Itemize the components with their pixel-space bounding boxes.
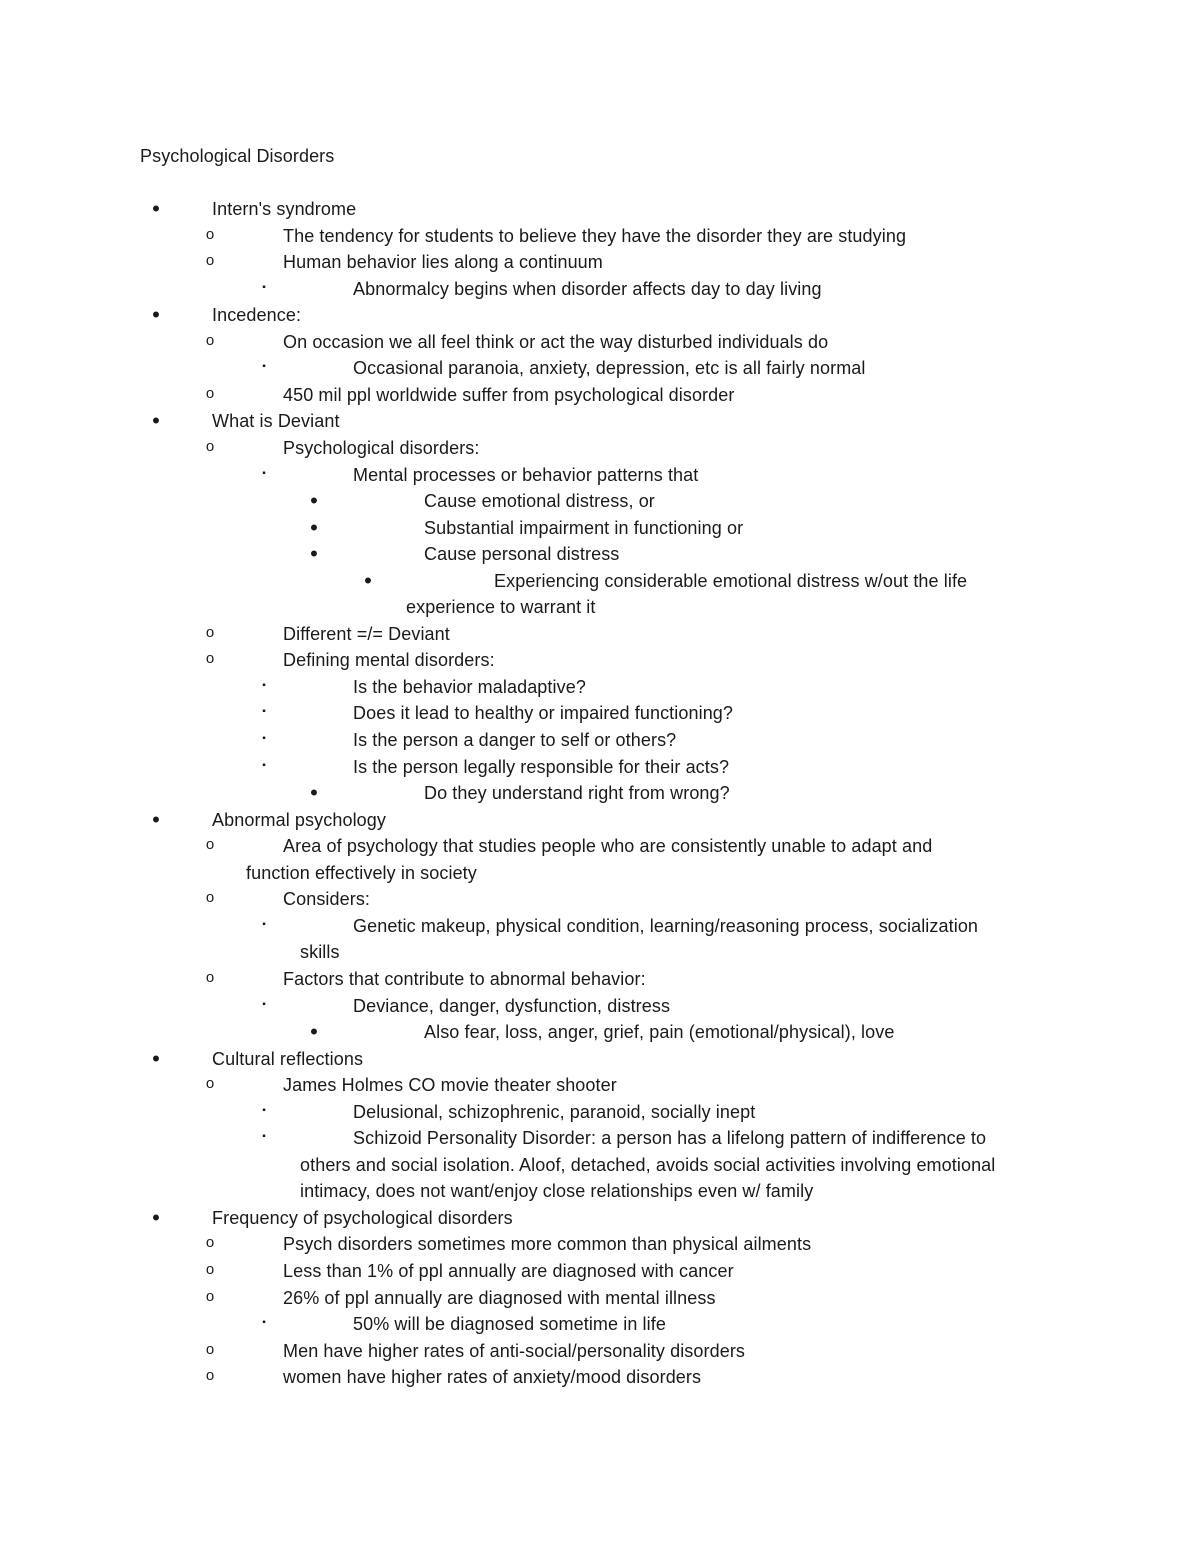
disc-bullet-icon: •: [152, 1204, 160, 1230]
outline-text: Incedence:: [212, 305, 302, 326]
outline-text: Defining mental disorders:: [283, 650, 495, 671]
outline-text: Mental processes or behavior patterns that: [353, 464, 699, 485]
outline-line: [0, 329, 1200, 356]
square-bullet-icon: ▪: [262, 706, 266, 718]
outline-text: 26% of ppl annually are diagnosed with mental illness: [283, 1287, 716, 1308]
outline-continuation-text: function effectively in society: [246, 862, 477, 883]
outline-line: [0, 647, 1200, 674]
outline-line: [0, 1258, 1200, 1285]
square-bullet-icon: ▪: [262, 361, 266, 373]
outline-line: [0, 355, 1200, 382]
outline-line: [0, 807, 1200, 834]
outline-line: [0, 1072, 1200, 1099]
outline-line: [0, 674, 1200, 701]
outline-text: Men have higher rates of anti-social/personality disorders: [283, 1340, 746, 1361]
outline-line: [0, 1338, 1200, 1365]
outline-text: Frequency of psychological disorders: [212, 1207, 513, 1228]
disc-bullet-icon: •: [364, 567, 372, 593]
outline-text: Cultural reflections: [212, 1048, 364, 1069]
outline-line: [0, 780, 1200, 807]
circle-bullet-icon: o: [205, 1261, 215, 1278]
outline-text: Also fear, loss, anger, grief, pain (emotional/physical), love: [424, 1022, 895, 1043]
outline-line: [0, 754, 1200, 781]
outline-text: Do they understand right from wrong?: [424, 783, 730, 804]
outline-line: [0, 1046, 1200, 1073]
outline-line: [0, 302, 1200, 329]
outline-continuation-text: others and social isolation. Aloof, detached, avoids social activities involving emotional: [300, 1154, 996, 1175]
outline-text: Intern's syndrome: [212, 199, 357, 219]
square-bullet-icon: ▪: [262, 281, 266, 293]
circle-bullet-icon: o: [205, 1287, 215, 1305]
circle-bullet-icon: o: [205, 623, 215, 641]
outline-text: Is the person a danger to self or others?: [353, 730, 677, 750]
outline-text: Occasional paranoia, anxiety, depression, etc is all fairly normal: [353, 358, 866, 379]
disc-bullet-icon: •: [310, 541, 318, 567]
outline-text: Is the person legally responsible for their acts?: [353, 756, 730, 777]
outline-text: Psychological disorders:: [283, 437, 480, 458]
outline-text: Experiencing considerable emotional distress w/out the life: [494, 570, 968, 591]
outline-text: Factors that contribute to abnormal behavior:: [283, 968, 646, 989]
outline-line: [0, 993, 1200, 1020]
circle-bullet-icon: o: [205, 437, 215, 455]
outline-line: [0, 1311, 1200, 1338]
outline-line: [0, 621, 1200, 648]
circle-bullet-icon: o: [205, 650, 215, 668]
outline-line: [0, 966, 1200, 993]
outline-line: [0, 408, 1200, 435]
disc-bullet-icon: •: [152, 408, 160, 434]
outline-text: 50% will be diagnosed sometime in life: [353, 1314, 666, 1335]
outline-line: [0, 1285, 1200, 1312]
outline-text: Abnormal psychology: [212, 809, 386, 830]
square-bullet-icon: ▪: [262, 918, 266, 930]
outline-text: On occasion we all feel think or act the way disturbed individuals do: [283, 331, 829, 352]
outline-text: Human behavior lies along a continuum: [283, 252, 603, 273]
outline-text: The tendency for students to believe they have the disorder they are studying: [283, 225, 907, 246]
outline-line: [0, 1178, 1200, 1205]
outline-line: [0, 462, 1200, 489]
square-bullet-icon: ▪: [262, 1131, 266, 1143]
outline-line: [0, 727, 1200, 754]
outline-text: Cause emotional distress, or: [424, 491, 655, 512]
outline-line: [0, 223, 1200, 250]
disc-bullet-icon: •: [152, 302, 160, 328]
disc-bullet-icon: •: [310, 488, 318, 514]
outline-text: James Holmes CO movie theater shooter: [283, 1075, 617, 1096]
circle-bullet-icon: o: [205, 384, 215, 402]
outline-line: [0, 833, 1200, 860]
circle-bullet-icon: o: [205, 1367, 215, 1385]
outline-line: [0, 541, 1200, 568]
outline-text: Substantial impairment in functioning or: [424, 517, 744, 538]
outline-line: [0, 1125, 1200, 1152]
circle-bullet-icon: o: [205, 836, 215, 854]
outline-continuation-text: intimacy, does not want/enjoy close relationships even w/ family: [300, 1181, 814, 1202]
outline-line: [0, 1099, 1200, 1126]
circle-bullet-icon: o: [205, 252, 215, 270]
circle-bullet-icon: o: [205, 331, 215, 349]
outline-line: [0, 913, 1200, 940]
disc-bullet-icon: •: [152, 806, 160, 832]
outline-text: Does it lead to healthy or impaired functioning?: [353, 703, 734, 724]
outline-text: Is the behavior maladaptive?: [353, 676, 586, 697]
square-bullet-icon: ▪: [262, 1104, 266, 1116]
outline-text: Less than 1% of ppl annually are diagnosed with cancer: [283, 1261, 734, 1281]
outline-text: Deviance, danger, dysfunction, distress: [353, 995, 671, 1016]
outline-continuation-text: experience to warrant it: [406, 597, 596, 618]
outline-line: [0, 568, 1200, 595]
square-bullet-icon: ▪: [262, 1317, 266, 1329]
outline-line: [0, 1231, 1200, 1258]
outline-text: Schizoid Personality Disorder: a person has a lifelong pattern of indifference to: [353, 1128, 987, 1149]
disc-bullet-icon: •: [310, 780, 318, 806]
circle-bullet-icon: o: [205, 225, 215, 243]
outline-text: Abnormalcy begins when disorder affects day to day living: [353, 278, 822, 299]
disc-bullet-icon: •: [310, 1019, 318, 1045]
disc-bullet-icon: •: [310, 514, 318, 540]
outline-line: [0, 1152, 1200, 1179]
outline-text: Genetic makeup, physical condition, learning/reasoning process, socialization: [353, 915, 979, 936]
circle-bullet-icon: o: [205, 1340, 215, 1358]
outline-line: [0, 515, 1200, 542]
square-bullet-icon: ▪: [262, 759, 266, 771]
outline-line: [0, 860, 1200, 887]
outline-line: [0, 488, 1200, 515]
outline-text: What is Deviant: [212, 411, 340, 432]
outline-text: Considers:: [283, 889, 371, 910]
square-bullet-icon: ▪: [262, 733, 266, 744]
disc-bullet-icon: •: [152, 196, 160, 221]
outline-line: [0, 939, 1200, 966]
outline-text: Area of psychology that studies people who are consistently unable to adapt and: [283, 836, 933, 857]
outline-text: Psych disorders sometimes more common than physical ailments: [283, 1234, 812, 1255]
square-bullet-icon: ▪: [262, 998, 266, 1010]
outline-line: [0, 886, 1200, 913]
outline-line: [0, 700, 1200, 727]
circle-bullet-icon: o: [205, 889, 215, 907]
circle-bullet-icon: o: [205, 1075, 215, 1093]
outline-line: [0, 1205, 1200, 1232]
square-bullet-icon: ▪: [262, 679, 266, 691]
outline-line: [0, 382, 1200, 409]
outline-line: [0, 1019, 1200, 1046]
outline-text: Cause personal distress: [424, 544, 620, 565]
disc-bullet-icon: •: [152, 1045, 160, 1071]
circle-bullet-icon: o: [205, 1234, 215, 1252]
outline-line: [0, 276, 1200, 303]
outline-continuation-text: skills: [300, 942, 340, 963]
square-bullet-icon: ▪: [262, 467, 266, 479]
outline-line: [0, 196, 1200, 223]
circle-bullet-icon: o: [205, 968, 215, 986]
outline-text: women have higher rates of anxiety/mood disorders: [283, 1367, 702, 1388]
outline-text: Delusional, schizophrenic, paranoid, socially inept: [353, 1101, 756, 1122]
outline-line: [0, 435, 1200, 462]
outline-line: [0, 249, 1200, 276]
outline-line: [0, 1364, 1200, 1391]
outline-line: [0, 594, 1200, 621]
outline-text: Different =/= Deviant: [283, 623, 450, 644]
outline-text: 450 mil ppl worldwide suffer from psychological disorder: [283, 384, 735, 405]
document-title: Psychological Disorders: [140, 146, 335, 166]
